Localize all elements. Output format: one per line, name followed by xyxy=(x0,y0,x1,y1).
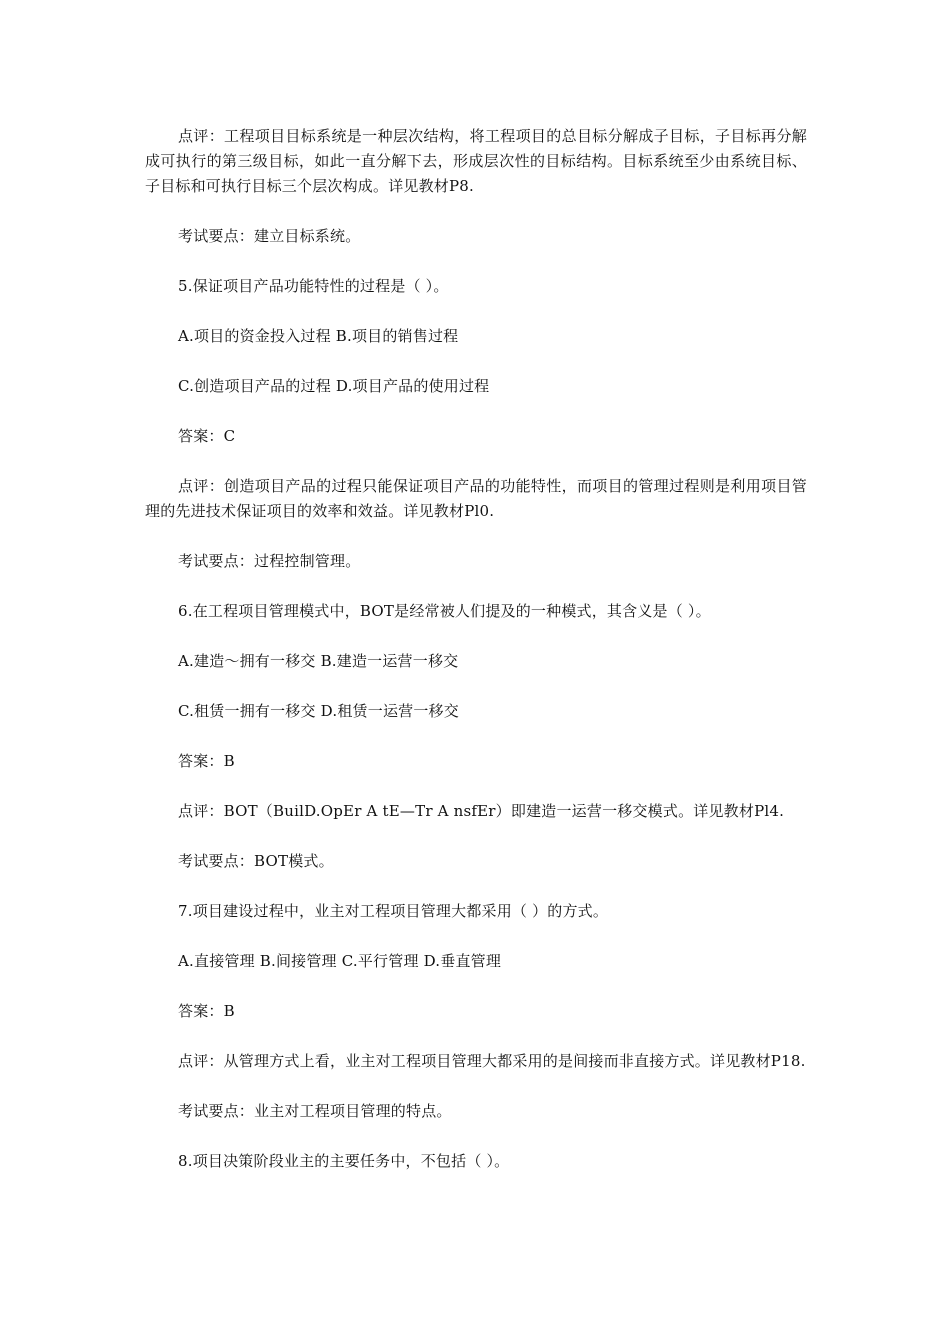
paragraph-exam-point: 考试要点：建立目标系统。 xyxy=(178,227,361,245)
question-6: 6.在工程项目管理模式中，BOT是经常被人们提及的一种模式，其含义是（ ）。 xyxy=(178,602,711,620)
question-7-review: 点评：从管理方式上看，业主对工程项目管理大都采用的是间接而非直接方式。详见教材P18. xyxy=(178,1052,806,1070)
question-7-options: A.直接管理 B.间接管理 C.平行管理 D.垂直管理 xyxy=(178,952,502,970)
question-5-options-ab: A.项目的资金投入过程 B.项目的销售过程 xyxy=(178,327,459,345)
question-5-options-cd: C.创造项目产品的过程 D.项目产品的使用过程 xyxy=(178,377,490,395)
question-6-options-ab: A.建造～拥有一移交 B.建造一运营一移交 xyxy=(178,652,459,670)
question-6-review: 点评：BOT（BuilD.OpEr A tE—Tr A nsfEr）即建造一运营一移交模式。详见教材Pl4. xyxy=(178,802,785,820)
question-5-answer: 答案：C xyxy=(178,427,236,445)
document-page xyxy=(145,124,807,1174)
question-8: 8.项目决策阶段业主的主要任务中，不包括（ ）。 xyxy=(178,1152,510,1170)
question-7-exam-point: 考试要点：业主对工程项目管理的特点。 xyxy=(178,1102,452,1120)
paragraph-review-target-system: 点评：工程项目目标系统是一种层次结构，将工程项目的总目标分解成子目标，子目标再分解成可执行的第三级目标，如此一直分解下去，形成层次性的目标结构。目标系统至少由系统目标、子目标和可执行目标三个层次构成。详见教材P8. xyxy=(145,127,807,195)
question-6-answer: 答案：B xyxy=(178,752,235,770)
question-7-answer: 答案：B xyxy=(178,1002,235,1020)
question-5-review: 点评：创造项目产品的过程只能保证项目产品的功能特性，而项目的管理过程则是利用项目管理的先进技术保证项目的效率和效益。详见教材Pl0. xyxy=(145,477,807,520)
question-6-options-cd: C.租赁一拥有一移交 D.租赁一运营一移交 xyxy=(178,702,459,720)
question-5-exam-point: 考试要点：过程控制管理。 xyxy=(178,552,361,570)
question-5: 5.保证项目产品功能特性的过程是（ ）。 xyxy=(178,277,449,295)
question-6-exam-point: 考试要点：BOT模式。 xyxy=(178,852,334,870)
question-7: 7.项目建设过程中，业主对工程项目管理大都采用（ ）的方式。 xyxy=(178,902,609,920)
